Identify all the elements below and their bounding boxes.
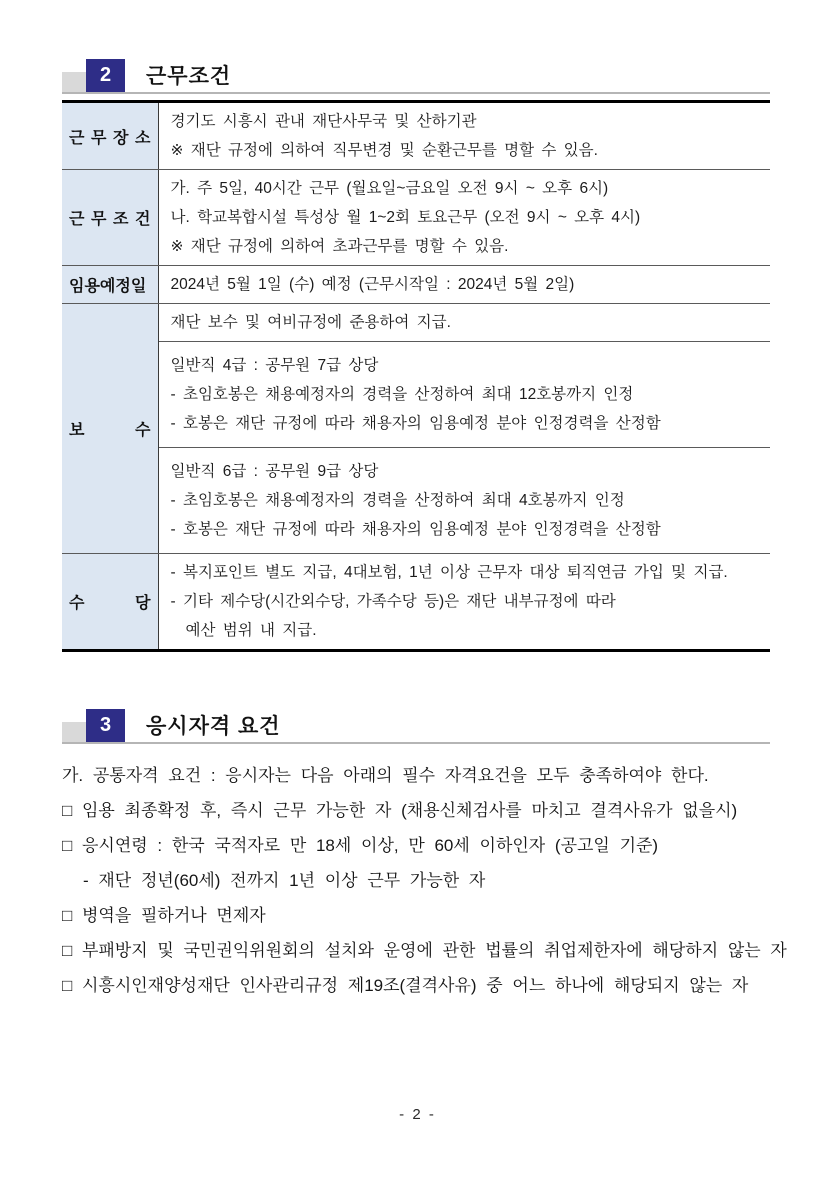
section-number-badge: 2 (86, 59, 125, 92)
eligibility-item: □ 시흥시인재양성재단 인사관리규정 제19조(결격사유) 중 어느 하나에 해당되지 않는 자 (62, 976, 749, 995)
text-line: - 초임호봉은 채용예정자의 경력을 산정하여 최대 4호봉까지 인정 (170, 492, 625, 509)
salary-grade6-detail (158, 448, 770, 554)
text-line: 2024년 5월 1일 (수) 예정 (근무시작일 : 2024년 5월 2일) (170, 276, 575, 293)
section-header-work-conditions (62, 58, 770, 94)
salary-general-rule (158, 304, 770, 342)
row-content-appointment-date (158, 266, 770, 304)
table-row-workplace (62, 102, 770, 170)
eligibility-item: □ 병역을 필하거나 면제자 (62, 906, 266, 925)
table-row-appointment-date (62, 266, 770, 304)
eligibility-item: □ 부패방지 및 국민권익위원회의 설치와 운영에 관한 법률의 취업제한자에 해당하지 않는 자 (62, 941, 787, 960)
row-label-salary: 보 수 (62, 304, 158, 554)
text-line: 경기도 시흥시 관내 재단사무국 및 산하기관 (170, 113, 477, 130)
row-content-workplace (158, 102, 770, 170)
table-row-allowance (62, 554, 770, 651)
row-content-work-hours (158, 170, 770, 266)
row-label-allowance: 수 당 (62, 554, 158, 651)
text-line: - 호봉은 재단 규정에 따라 채용자의 임용예정 분야 인정경력을 산정함 (170, 415, 661, 432)
row-label-workplace: 근 무 장 소 (62, 102, 158, 170)
text-line: - 초임호봉은 채용예정자의 경력을 산정하여 최대 12호봉까지 인정 (170, 386, 634, 403)
text-line: - 복지포인트 별도 지급, 4대보험, 1년 이상 근무자 대상 퇴직연금 가입 및 지급. (170, 564, 728, 581)
text-line: 가. 주 5일, 40시간 근무 (월요일~금요일 오전 9시 ~ 오후 6시) (170, 180, 609, 197)
text-line: 예산 범위 내 지급. (185, 622, 317, 639)
page-number: - 2 - (399, 1106, 436, 1123)
work-conditions-table (62, 100, 770, 652)
row-label-work-hours: 근 무 조 건 (62, 170, 158, 266)
eligibility-item: □ 임용 최종확정 후, 즉시 근무 가능한 자 (채용신체검사를 마치고 결격사유가 없을시) (62, 801, 738, 820)
row-content-allowance (158, 554, 770, 651)
text-line: ※ 재단 규정에 의하여 초과근무를 명할 수 있음. (170, 238, 509, 255)
text-line: 나. 학교복합시설 특성상 월 1~2회 토요근무 (오전 9시 ~ 오후 4시) (170, 209, 641, 226)
text-line: - 기타 제수당(시간외수당, 가족수당 등)은 재단 내부규정에 따라 (170, 593, 616, 610)
section-title: 응시자격 요건 (146, 715, 281, 738)
eligibility-item: □ 응시연령 : 한국 국적자로 만 18세 이상, 만 60세 이하인자 (공고일 기준) (62, 836, 659, 855)
table-row-work-hours (62, 170, 770, 266)
text-line: - 호봉은 재단 규정에 따라 채용자의 임용예정 분야 인정경력을 산정함 (170, 521, 661, 538)
text-line: ※ 재단 규정에 의하여 직무변경 및 순환근무를 명할 수 있음. (170, 142, 598, 159)
section-header-eligibility (62, 708, 770, 744)
section-title: 근무조건 (146, 65, 232, 88)
table-row-salary-grade6 (62, 448, 770, 554)
row-label-appointment-date: 임용예정일 (62, 266, 158, 304)
eligibility-intro: 가. 공통자격 요건 : 응시자는 다음 아래의 필수 자격요건을 모두 충족하여야 한다. (62, 766, 709, 785)
section-eligibility (62, 708, 787, 1003)
table-row-salary (62, 304, 770, 342)
section-number-badge: 3 (86, 709, 125, 742)
text-line: 일반직 6급 : 공무원 9급 상당 (170, 463, 379, 480)
text-line: 재단 보수 및 여비규정에 준용하여 지급. (170, 314, 451, 331)
salary-grade4-detail (158, 342, 770, 448)
table-row-salary-grade4 (62, 342, 770, 448)
eligibility-subitem: - 재단 정년(60세) 전까지 1년 이상 근무 가능한 자 (83, 871, 486, 890)
text-line: 일반직 4급 : 공무원 7급 상당 (170, 357, 379, 374)
